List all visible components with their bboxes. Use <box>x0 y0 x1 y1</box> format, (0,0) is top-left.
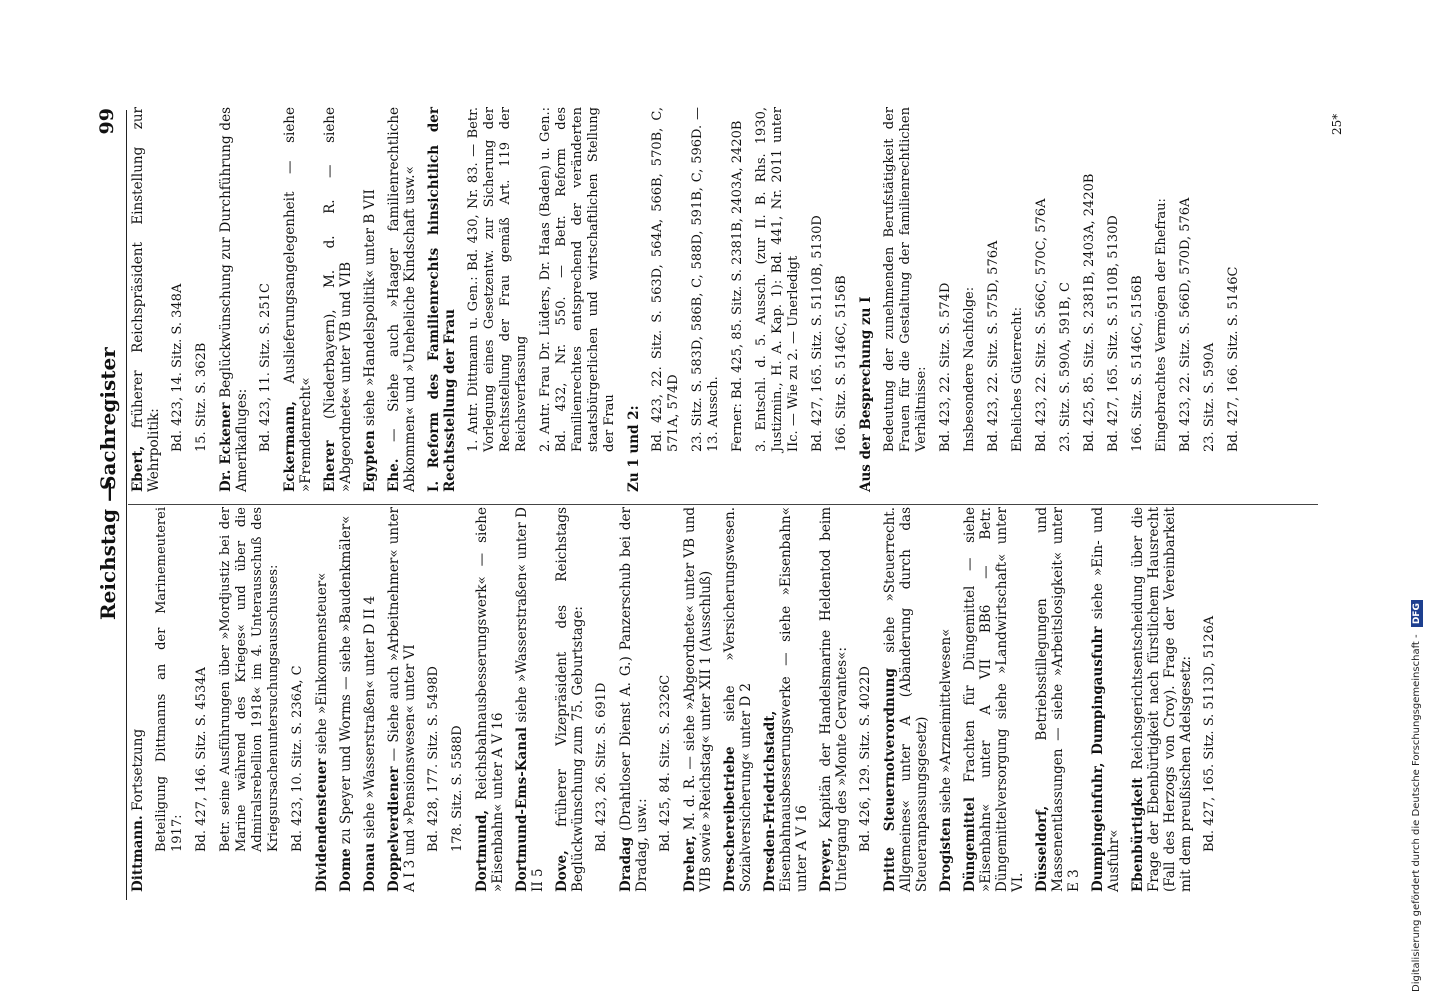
entry-text: 23. Sitz. S. 590A, 591B, C <box>1058 282 1073 452</box>
entry-text: Bd. 423, 11. Sitz. S. 251C <box>258 283 273 452</box>
index-entry <box>722 507 754 892</box>
header-left: Reichstag — <box>96 481 120 620</box>
index-entry <box>1010 107 1026 492</box>
entry-heading: Dr. Eckener <box>218 402 234 492</box>
entry-text: siehe »Ein- und Ausfuhr« <box>1090 507 1122 892</box>
entry-heading: Dumpingeinfuhr, Dumpingausfuhr <box>1090 626 1106 892</box>
signature-mark: 25* <box>1330 113 1344 135</box>
index-entry <box>386 107 418 492</box>
entry-text: Bd. 428, 177. Sitz. S. 5498D <box>426 666 441 852</box>
index-entry <box>386 507 418 892</box>
entry-heading: Drogisten <box>938 817 954 892</box>
index-entry <box>658 507 674 892</box>
entry-text: Bd. 426, 129. Sitz. S. 4022D <box>858 666 873 852</box>
index-entry <box>858 507 874 892</box>
index-entry <box>858 107 874 492</box>
entry-text: Bd. 423, 22. Sitz. S. 566D, 570D, 576A <box>1178 197 1193 452</box>
index-entry <box>882 507 930 892</box>
entry-text: 1. Antr. Dittmann u. Gen.: Bd. 430, Nr. 83. — Betr. Vorlegung eines Gesetzentw. zur Sicherung der Rechtsstellung der Frau gemäß Art. 119 der Reichsverfassung <box>466 107 529 452</box>
entry-text: (Niederbayern), M. d. R. — siehe »Abgeordnete« unter VB und VIB <box>322 107 354 492</box>
entry-text: Bd. 423, 22. Sitz. S. 574D <box>938 282 953 452</box>
index-entry <box>1226 107 1242 492</box>
entry-text: Fortsetzung <box>130 728 146 812</box>
index-entry <box>938 107 954 492</box>
index-entry <box>426 107 458 492</box>
entry-text: M. d. R. — siehe »Abgeordnete« unter VB und VIB sowie »Reichstag« unter XII 1 (Ausschluß) <box>682 506 714 892</box>
entry-text: Eingebrachtes Vermögen der Ehefrau: <box>1154 198 1169 452</box>
entry-heading: Donau <box>362 842 378 892</box>
entry-text: Bd. 425, 84. Sitz. S. 2326C <box>658 674 673 852</box>
index-entry <box>1082 107 1098 492</box>
entry-text: 2. Antr. Frau Dr. Lüders, Dr. Haas (Baden) u. Gen.: Bd. 432, Nr. 550. — Betr. Reform des Familienrechtes entsprechend der veränderten staatsbürgerlichen und wirtschaftlichen Stellung der Frau <box>538 107 617 452</box>
index-entry <box>1034 507 1082 892</box>
entry-text: Beglückwünschung zur Durchführung des Amerikafluges: <box>218 107 250 492</box>
entry-text: Frachten für Düngemittel — siehe »Eisenbahn« unter A VII BB6 — Betr. Düngemittelversorgung siehe »Landwirtschaft« unter VI. <box>962 507 1026 892</box>
entry-text: siehe »Wasserstraßen« unter D II 4 <box>362 595 378 839</box>
entry-heading: Ebert, <box>130 445 146 492</box>
left-column <box>130 507 1226 892</box>
header-right: Sachregister <box>96 347 120 490</box>
index-entry <box>1202 507 1218 892</box>
entry-text: Bd. 423, 22. Sitz. S. 563D, 564A, 566B, 570B, C, 571A, 574D <box>650 107 681 452</box>
index-entry <box>450 507 466 892</box>
index-entry <box>882 107 930 492</box>
entry-text: siehe »Handelspolitik« unter B VII <box>362 189 378 427</box>
index-entry <box>626 107 642 492</box>
index-entry <box>682 507 714 892</box>
index-entry <box>130 507 146 892</box>
index-entry <box>154 507 186 892</box>
entry-text: Kapitän der Handelsmarine Heldentod beim Untergang des »Monte Cervantes«: <box>818 506 850 892</box>
entry-text: — Siehe auch »Arbeitnehmer« unter A I 3 und »Pensionswesen« unter VI <box>386 507 418 892</box>
entry-text: 166. Sitz. S. 5146C, 5156B <box>834 275 849 452</box>
index-entry <box>938 507 954 892</box>
index-entry <box>322 107 354 492</box>
entry-text: siehe »Steuerrecht. Allgemeines« unter A (Abänderung durch das Steueranpassungsgesetz) <box>882 506 930 892</box>
index-entry <box>538 107 618 492</box>
index-entry <box>1058 107 1074 492</box>
index-entry <box>466 107 530 492</box>
footer-text: Digitalisierung gefördert durch die Deutsche Forschungsgemeinschaft - <box>1411 634 1422 992</box>
index-entry <box>618 507 650 892</box>
entry-text: (Drahtloser Dienst A. G.) Panzerschub bei der Dradag, usw.: <box>618 507 650 892</box>
index-entry <box>290 507 306 892</box>
entry-text: Auslieferungsangelegenheit — siehe »Fremdenrecht« <box>282 107 314 492</box>
entry-text: Bd. 425, 85. Sitz. S. 2381B, 2403A, 2420B <box>1082 173 1097 452</box>
index-entry <box>834 107 850 492</box>
index-entry <box>218 507 282 892</box>
entry-heading: Ebenbürtigkeit <box>1130 777 1146 892</box>
entry-text: Bedeutung der zunehmenden Berufstätigkeit der Frauen für die Gestaltung der familienrechtlichen Verhältnisse: <box>882 107 929 452</box>
entry-heading: Dortmund-Ems-Kanal <box>514 727 530 892</box>
entry-text: 3. Entschl. d. 5. Aussch. (zur II. B. Rhs. 1930, Justizmin., H. A. Kap. 1): Bd. 441, Nr. 2011 unter IIc. — Wie zu 2. — Unerledigt <box>754 107 801 452</box>
entry-heading: Düngemittel <box>962 797 978 892</box>
entry-heading: Dove, <box>554 850 570 892</box>
entry-text: siehe »Wasserstraßen« unter D II 5 <box>514 506 546 892</box>
index-entry <box>594 507 610 892</box>
entry-text: 23. Sitz. S. 583D, 586B, C, 588D, 591B, C, 596D. — 13. Aussch. <box>690 107 721 452</box>
entry-text: Eheliches Güterrecht: <box>1010 306 1025 452</box>
index-entry <box>282 107 314 492</box>
entry-heading: Eherer <box>322 440 338 492</box>
index-entry <box>1178 107 1194 492</box>
index-entry <box>818 507 850 892</box>
entry-heading: Eckermann, <box>282 401 298 492</box>
entry-heading: Dome <box>338 848 354 892</box>
dfg-logo: DFG <box>1411 600 1423 627</box>
entry-text: Reichsgerichtsentscheidung über die Frage der Ebenbürtigkeit nach fürstlichem Hausrecht (Fall des Herzogs von Croy). Frage der Vereinbarkeit mit dem preußischen Adelsgesetz: <box>1130 507 1194 892</box>
entry-text: 23. Sitz. S. 590A <box>1202 342 1217 452</box>
entry-heading: Dittmann. <box>130 815 146 892</box>
index-entry <box>754 107 802 492</box>
index-entry <box>314 507 330 892</box>
entry-text: Betriebsstillegungen und Massenentlassungen — siehe »Arbeitslosigkeit« unter E 3 <box>1034 507 1082 892</box>
index-entry <box>130 107 162 492</box>
entry-text: — Siehe auch »Haager familienrechtliche Abkommen« und »Uneheliche Kindschaft usw.« <box>386 107 418 492</box>
entry-heading: Doppelverdiener <box>386 766 402 892</box>
index-entry <box>1130 507 1194 892</box>
index-entry <box>962 507 1026 892</box>
column-divider <box>128 504 1318 505</box>
entry-text: Bd. 423, 26. Sitz. S. 691D <box>594 682 609 852</box>
entry-text: Bd. 423, 22. Sitz. S. 566C, 570C, 576A <box>1034 198 1049 452</box>
entry-text: Bd. 423, 10. Sitz. S. 236A, C <box>290 665 305 852</box>
entry-text: Bd. 427, 165. Sitz. S. 5110B, 5130D <box>1106 215 1121 452</box>
entry-heading: Aus der Besprechung zu I <box>858 296 874 492</box>
entry-text: 166. Sitz. S. 5146C, 5156B <box>1130 275 1145 452</box>
running-header <box>96 0 126 1000</box>
entry-text: Bd. 427, 146. Sitz. S. 4534A <box>194 667 209 852</box>
index-entry <box>194 507 210 892</box>
index-entry <box>170 107 186 492</box>
entry-heading: Egypten <box>362 430 378 492</box>
index-entry <box>690 107 722 492</box>
index-entry <box>362 507 378 892</box>
index-entry <box>554 507 586 892</box>
index-entry <box>1202 107 1218 492</box>
index-entry <box>650 107 682 492</box>
entry-text: Bd. 427, 166. Sitz. S. 5146C <box>1226 266 1241 452</box>
index-entry <box>514 507 546 892</box>
index-entry <box>218 107 250 492</box>
index-entry <box>1154 107 1170 492</box>
entry-heading: Dreyer, <box>818 837 834 892</box>
entry-text: Bd. 423, 22. Sitz. S. 575D, 576A <box>986 240 1001 452</box>
index-entry <box>1106 107 1122 492</box>
index-entry <box>810 107 826 492</box>
entry-heading: Dortmund, <box>474 809 490 892</box>
entry-text: siehe »Arzneimittelwesen« <box>938 628 954 814</box>
entry-heading: Düsseldorf, <box>1034 805 1050 892</box>
index-entry <box>1090 507 1122 892</box>
entry-heading: Dradag <box>618 836 634 892</box>
entry-text: Insbesondere Nachfolge: <box>962 286 977 452</box>
index-entry <box>962 107 978 492</box>
entry-text: Bd. 427, 165. Sitz. S. 5113D, 5126A <box>1202 615 1217 852</box>
index-entry <box>258 107 274 492</box>
index-entry <box>1130 107 1146 492</box>
entry-heading: Dritte Steuernotverordnung <box>882 668 898 892</box>
index-entry <box>194 107 210 492</box>
index-entry <box>426 507 442 892</box>
entry-text: Beteiligung Dittmanns an der Marinemeuterei 1917: <box>154 507 185 852</box>
entry-text: Betr. seine Ausführungen über »Mordjustiz bei der Marine während des Krieges« und über die Admiralsrebellion 1918« im 4. Unterausschuß des Kriegsursachenuntersuchungsausschusses: <box>218 507 281 852</box>
entry-text: Bd. 423, 14. Sitz. S. 348A <box>170 283 185 452</box>
entry-text: 178. Sitz. S. 5588D <box>450 725 465 852</box>
entry-heading: Zu 1 und 2: <box>626 405 642 492</box>
entry-text: 15. Sitz. S. 362B <box>194 342 209 452</box>
right-column <box>130 107 1250 492</box>
entry-text: Ferner: Bd. 425, 85. Sitz. S. 2381B, 2403A, 2420B <box>730 120 745 452</box>
entry-text: siehe »Versicherungswesen. Sozialversicherung« unter D 2 <box>722 507 754 892</box>
entry-text: Eisenbahnausbesserungswerke — siehe »Eisenbahn« unter A V 16 <box>778 507 810 892</box>
entry-heading: Dreschereibetriebe <box>722 746 738 892</box>
index-entry <box>474 507 506 892</box>
index-entry <box>986 107 1002 492</box>
entry-heading: Dreher, <box>682 835 698 892</box>
entry-text: Reichsbahnausbesserungswerk« — siehe »Eisenbahn« unter A V 16 <box>474 507 506 892</box>
digitization-footer <box>1406 0 1428 1000</box>
index-entry <box>730 107 746 492</box>
entry-heading: Dresden-Friedrichstadt, <box>762 710 778 892</box>
index-entry <box>1034 107 1050 492</box>
index-entry <box>362 107 378 492</box>
index-entry <box>338 507 354 892</box>
entry-text: siehe »Einkommensteuer« <box>314 572 330 755</box>
header-rule <box>126 110 127 900</box>
entry-heading: Dividendensteuer <box>314 758 330 892</box>
entry-heading: I. Reform des Familienrechts hinsichtlich der Rechtsstellung der Frau <box>426 107 458 492</box>
page-number: 99 <box>96 108 118 135</box>
entry-text: Bd. 427, 165. Sitz. S. 5110B, 5130D <box>810 215 825 452</box>
index-entry <box>762 507 810 892</box>
entry-heading: Ehe. <box>386 458 402 492</box>
entry-text: früherer Reichspräsident Einstellung zur Wehrpolitik: <box>130 106 162 492</box>
entry-text: früherer Vizepräsident des Reichstags Beglückwünschung zum 75. Geburtstage: <box>554 507 586 892</box>
entry-text: zu Speyer und Worms — siehe »Baudenkmäler« <box>338 515 354 845</box>
